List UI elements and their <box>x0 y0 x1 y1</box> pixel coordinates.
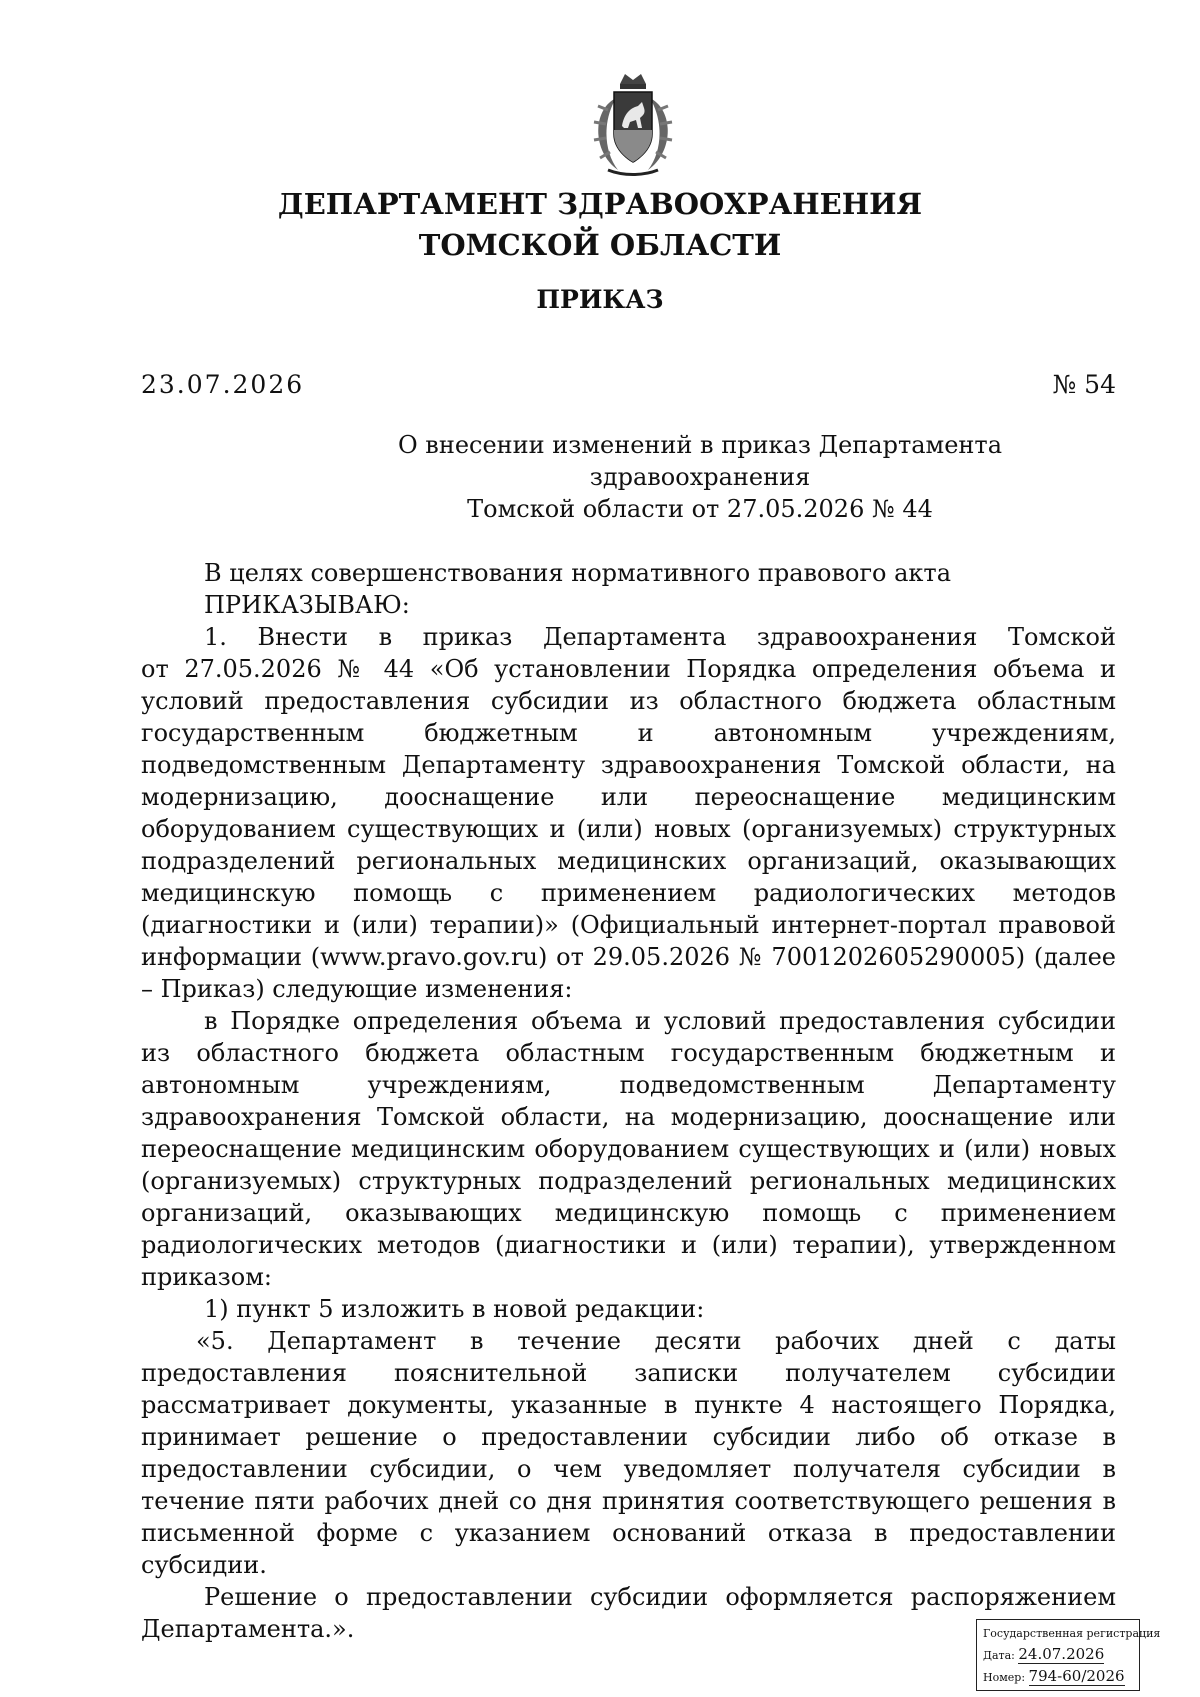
registration-title: Государственная регистрация <box>983 1627 1161 1640</box>
registration-number-value: 794-60/2026 <box>1028 1667 1125 1685</box>
department-title <box>0 184 1200 266</box>
preamble-paragraph: В целях совершенствования нормативного правового акта <box>204 559 951 587</box>
department-title-line2: ТОМСКОЙ ОБЛАСТИ <box>418 228 782 262</box>
registration-number-row <box>983 1666 1133 1688</box>
registration-stamp <box>976 1619 1161 1691</box>
item1-paragraph: от 27.05.2026 № 44 «Об установлении Порядка определения объема и условий предоставления субсидии из областного бюджета областным государственным бюджетным и автономным учреждениям, подведомственным Департаменту здравоохранения Томской области, на модернизацию, дооснащение или переоснащение медицинским оборудованием существующих и (или) новых (организуемых) структурных подразделений региональных медицинских организаций, оказывающих медицинскую помощь с применением радиологических методов (диагностики и (или) терапии)» (Официальный интернет-портал правовой информации (www.pravo.gov.ru) от 29.05.2026 № 7001202605290005) (далее – Приказ) следующие изменения: <box>141 655 1116 1003</box>
subitem1-paragraph: 1) пункт 5 изложить в новой редакции: <box>204 1295 705 1323</box>
registration-number-label: Номер: <box>983 1671 1026 1684</box>
order-date: 23.07.2026 <box>141 370 305 399</box>
registration-date-row <box>983 1644 1133 1666</box>
registration-date-value: 24.07.2026 <box>1018 1645 1105 1663</box>
decision-paragraph: Решение о предоставлении субсидии оформляется распоряжением Департамента.». <box>141 1583 1116 1643</box>
procedure-paragraph: в Порядке определения объема и условий предоставления субсидии из областного бюджета областным государственным бюджетным и автономным учреждениям, подведомственным Департаменту здравоохранения Томской области, на модернизацию, дооснащение или переоснащение медицинским оборудованием существующих и (или) новых (организуемых) структурных подразделений региональных медицинских организаций, оказывающих медицинскую помощь с применением радиологических методов (диагностики и (или) терапии), утвержденном приказом: <box>141 1007 1116 1291</box>
coat-of-arms-emblem <box>578 70 688 180</box>
item1-first-line: 1. Внести в приказ Департамента здравоохранения Томской <box>204 623 1116 651</box>
order-number: № 54 <box>1052 370 1116 399</box>
document-type-heading: ПРИКАЗ <box>536 285 664 314</box>
subject-line1: О внесении изменений в приказ Департамента здравоохранения <box>398 431 1002 491</box>
order-word: ПРИКАЗЫВАЮ: <box>204 591 410 619</box>
order-body <box>141 557 1116 1645</box>
order-subject <box>300 429 1100 525</box>
department-title-line1: ДЕПАРТАМЕНТ ЗДРАВООХРАНЕНИЯ <box>277 187 923 221</box>
registration-date-label: Дата: <box>983 1649 1015 1662</box>
new-clause-quote: «5. Департамент в течение десяти рабочих дней с даты предоставления пояснительной записки получателем субсидии рассматривает документы, указанные в пункте 4 настоящего Порядка, принимает решение о предоставлении субсидии либо об отказе в предоставлении субсидии, о чем уведомляет получателя субсидии в течение пяти рабочих дней со дня принятия соответствующего решения в письменной форме с указанием оснований отказа в предоставлении субсидии. <box>141 1327 1116 1579</box>
subject-line2: Томской области от 27.05.2026 № 44 <box>467 495 933 523</box>
